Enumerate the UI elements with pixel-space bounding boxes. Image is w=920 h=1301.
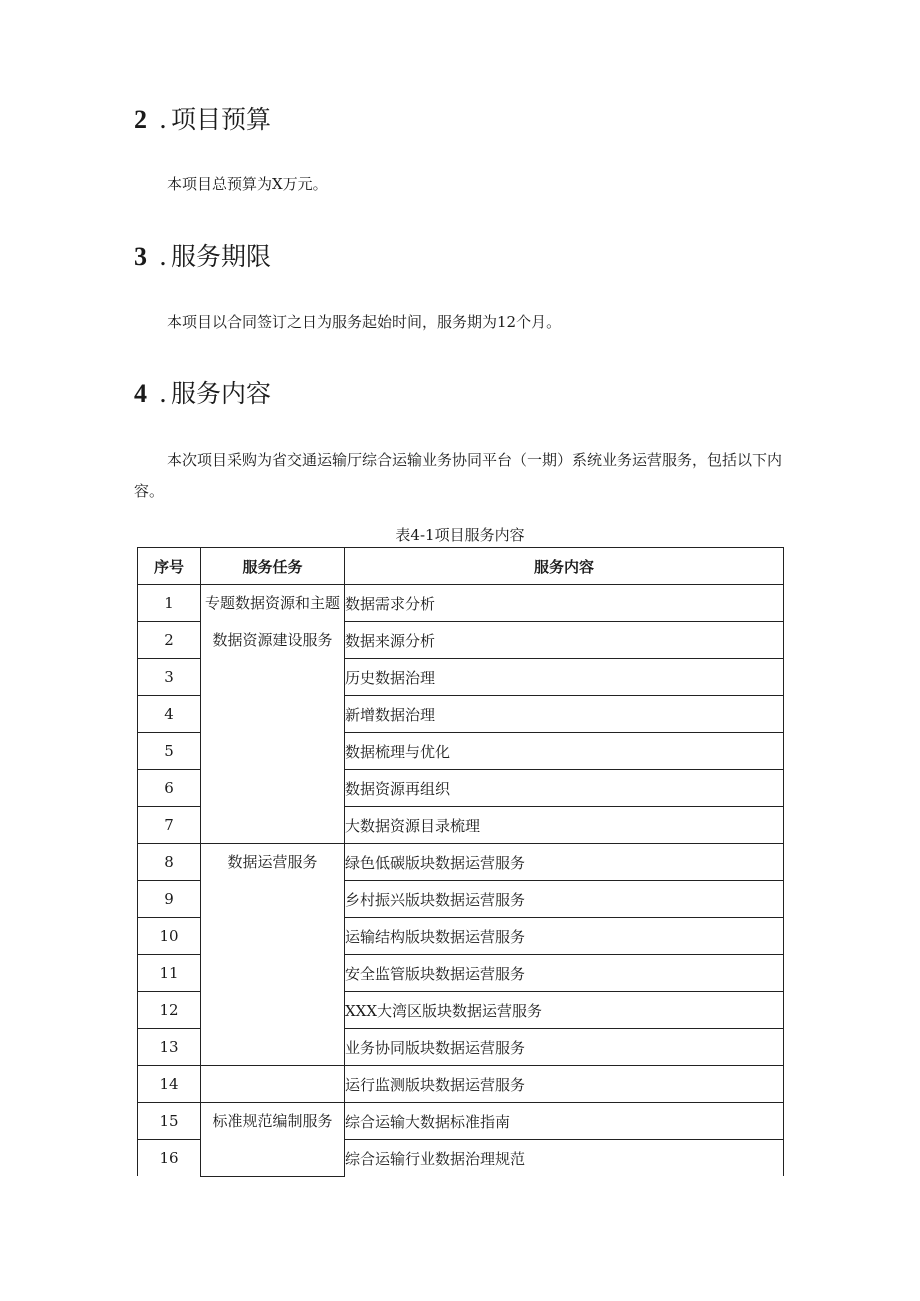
row-number: 13 bbox=[138, 1029, 201, 1066]
service-table bbox=[137, 547, 784, 1177]
row-number: 6 bbox=[138, 770, 201, 807]
row-number: 7 bbox=[138, 807, 201, 844]
row-content: 数据来源分析 bbox=[345, 622, 784, 659]
row-number: 4 bbox=[138, 696, 201, 733]
row-number: 14 bbox=[138, 1066, 201, 1103]
section-title: 服务期限 bbox=[170, 242, 271, 271]
row-content: 业务协同版块数据运营服务 bbox=[345, 1029, 784, 1066]
row-content: XXX大湾区版块数据运营服务 bbox=[345, 992, 784, 1029]
table-header-row bbox=[138, 548, 784, 585]
table-row bbox=[138, 844, 784, 881]
section-number: 2 bbox=[134, 105, 147, 134]
row-content: 安全监管版块数据运营服务 bbox=[345, 955, 784, 992]
header-content: 服务内容 bbox=[345, 548, 784, 585]
row-number: 12 bbox=[138, 992, 201, 1029]
section-heading-content bbox=[134, 378, 271, 410]
section-dot: . bbox=[159, 105, 167, 134]
content-paragraph: 本次项目采购为省交通运输厅综合运输业务协同平台（一期）系统业务运营服务，包括以下内容。 bbox=[134, 451, 783, 500]
section-heading-term bbox=[134, 241, 271, 273]
table-row bbox=[138, 1103, 784, 1140]
row-number: 1 bbox=[138, 585, 201, 622]
row-number: 11 bbox=[138, 955, 201, 992]
row-content: 运输结构版块数据运营服务 bbox=[345, 918, 784, 955]
row-content: 数据梳理与优化 bbox=[345, 733, 784, 770]
row-content: 新增数据治理 bbox=[345, 696, 784, 733]
table-row bbox=[138, 1066, 784, 1103]
table-row bbox=[138, 585, 784, 622]
row-content: 数据资源再组织 bbox=[345, 770, 784, 807]
section-heading-budget bbox=[134, 104, 271, 136]
row-content: 综合运输大数据标准指南 bbox=[345, 1103, 784, 1140]
row-content: 大数据资源目录梳理 bbox=[345, 807, 784, 844]
row-number: 8 bbox=[138, 844, 201, 881]
term-paragraph: 本项目以合同签订之日为服务起始时间，服务期为12个月。 bbox=[167, 313, 562, 331]
row-content: 综合运输行业数据治理规范 bbox=[345, 1140, 784, 1177]
row-number: 3 bbox=[138, 659, 201, 696]
row-content: 绿色低碳版块数据运营服务 bbox=[345, 844, 784, 881]
row-content: 历史数据治理 bbox=[345, 659, 784, 696]
section-number: 3 bbox=[134, 242, 147, 271]
row-number: 15 bbox=[138, 1103, 201, 1140]
row-content: 乡村振兴版块数据运营服务 bbox=[345, 881, 784, 918]
row-number: 2 bbox=[138, 622, 201, 659]
row-content: 运行监测版块数据运营服务 bbox=[345, 1066, 784, 1103]
task-cell bbox=[201, 1066, 345, 1103]
row-content: 数据需求分析 bbox=[345, 585, 784, 622]
task-cell: 数据运营服务 bbox=[201, 844, 345, 1066]
section-dot: . bbox=[159, 242, 167, 271]
task-cell: 专题数据资源和主题数据资源建设服务 bbox=[201, 585, 345, 844]
budget-paragraph: 本项目总预算为X万元。 bbox=[167, 175, 328, 193]
section-number: 4 bbox=[134, 379, 147, 408]
table-caption: 表4-1项目服务内容 bbox=[395, 526, 525, 544]
task-cell: 标准规范编制服务 bbox=[201, 1103, 345, 1177]
section-dot: . bbox=[159, 379, 167, 408]
row-number: 16 bbox=[138, 1140, 201, 1177]
section-title: 项目预算 bbox=[170, 105, 271, 134]
section-title: 服务内容 bbox=[170, 379, 271, 408]
header-no: 序号 bbox=[138, 548, 201, 585]
row-number: 5 bbox=[138, 733, 201, 770]
row-number: 9 bbox=[138, 881, 201, 918]
header-task: 服务任务 bbox=[201, 548, 345, 585]
row-number: 10 bbox=[138, 918, 201, 955]
